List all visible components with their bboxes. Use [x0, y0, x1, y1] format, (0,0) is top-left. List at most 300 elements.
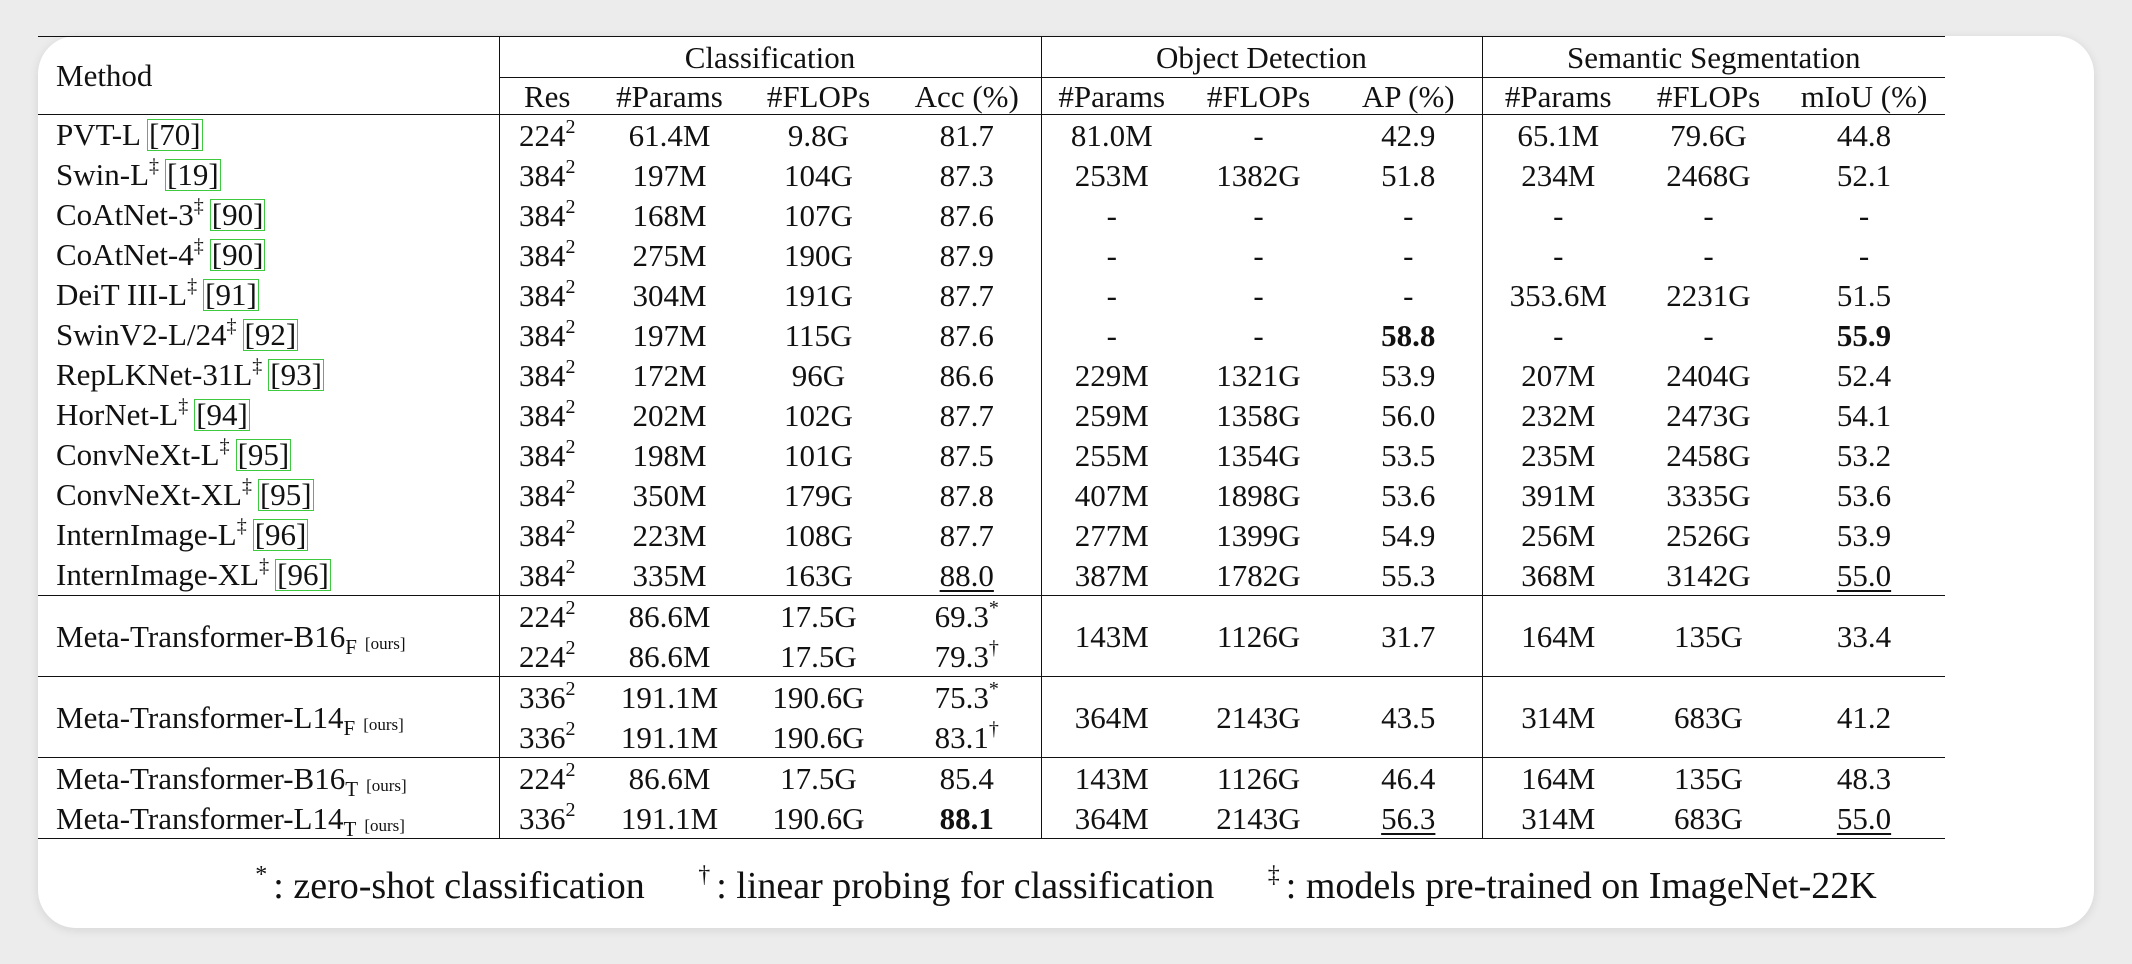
cell-det-flops [1182, 235, 1335, 275]
cell-det-params [1041, 275, 1182, 315]
acc-value: 88.1 [939, 800, 994, 836]
method-mark: ‡ [187, 275, 198, 297]
cell-det-flops [1182, 195, 1335, 235]
cell-det-flops-value: 1126G [1216, 760, 1301, 796]
cell-cls-params [595, 435, 744, 475]
cell-cls-flops [744, 235, 893, 275]
cell-det-params [1041, 758, 1182, 799]
cell-det-params [1041, 155, 1182, 195]
cell-cls-flops-value: 115G [784, 317, 853, 353]
ours-tag: [ours] [363, 714, 404, 734]
method-name: Meta-Transformer-L14 [56, 800, 344, 836]
cell-seg-params [1482, 315, 1634, 355]
cell-ap-value: 31.7 [1381, 618, 1436, 654]
citation-link: [92] [244, 317, 297, 352]
cell-seg-flops-value: 3335G [1666, 477, 1751, 513]
cell-miou-value: 55.9 [1836, 317, 1892, 353]
cell-seg-params [1482, 596, 1634, 677]
cell-ap-value: 53.5 [1381, 437, 1436, 473]
res-base: 384 [519, 197, 566, 233]
acc-value: 87.6 [939, 317, 994, 353]
cell-cls-params-value: 335M [632, 557, 707, 593]
cell-ap [1335, 758, 1482, 799]
cell-cls-params [595, 195, 744, 235]
table-row [38, 235, 1945, 275]
cell-cls-params [595, 636, 744, 677]
method-subscript: F [345, 634, 357, 659]
res-base: 224 [519, 760, 566, 796]
cell-ap-value: 53.6 [1381, 477, 1436, 513]
acc-value: 69.3 [934, 598, 989, 634]
cell-acc [893, 798, 1041, 839]
cell-det-flops-value: 1321G [1216, 357, 1301, 393]
acc-value: 85.4 [939, 760, 994, 796]
cell-det-params-value: - [1106, 277, 1117, 313]
cell-acc [893, 315, 1041, 355]
cell-ap [1335, 115, 1482, 156]
cell-cls-params-value: 86.6M [628, 598, 711, 634]
cell-seg-flops-value: 135G [1674, 760, 1743, 796]
cell-cls-params [595, 475, 744, 515]
method-name: RepLKNet-31L [56, 357, 253, 392]
ours-tag: [ours] [364, 633, 406, 653]
cell-seg-params [1482, 395, 1634, 435]
cell-res [499, 758, 595, 799]
cell-res [499, 435, 595, 475]
cell-seg-flops-value: 2468G [1666, 157, 1751, 193]
cell-cls-flops [744, 275, 893, 315]
method-mark: ‡ [236, 515, 247, 537]
method-name: Meta-Transformer-L14 [56, 699, 344, 735]
cell-miou [1783, 275, 1945, 315]
cell-det-params-value: 277M [1074, 517, 1149, 553]
cell-cls-flops-value: 102G [784, 397, 853, 433]
cell-cls-params [595, 677, 744, 718]
cell-method [38, 275, 499, 315]
cell-miou-value: 44.8 [1836, 117, 1892, 153]
res-exponent: 2 [565, 515, 576, 538]
cell-cls-flops-value: 191G [784, 277, 853, 313]
acc-value: 87.8 [939, 477, 994, 513]
cell-cls-params [595, 515, 744, 555]
cell-det-flops-value: 2143G [1216, 699, 1301, 735]
cell-det-params [1041, 515, 1182, 555]
method-name: DeiT III-L [56, 277, 188, 312]
cell-miou-value: 53.2 [1836, 437, 1892, 473]
cell-det-params-value: 143M [1074, 760, 1149, 796]
cell-det-flops [1182, 315, 1335, 355]
cell-ap [1335, 395, 1482, 435]
cell-det-params-value: 407M [1074, 477, 1149, 513]
res-exponent: 2 [565, 798, 576, 821]
acc-value: 81.7 [939, 117, 994, 153]
cell-cls-flops-value: 190.6G [772, 679, 865, 715]
cell-seg-flops [1634, 435, 1783, 475]
cell-cls-flops [744, 475, 893, 515]
cell-ap [1335, 555, 1482, 596]
cell-acc [893, 195, 1041, 235]
table-row [38, 475, 1945, 515]
cell-det-flops-value: 1382G [1216, 157, 1301, 193]
method-name: CoAtNet-4 [56, 237, 194, 272]
cell-res [499, 115, 595, 156]
cell-seg-params [1482, 115, 1634, 156]
cell-det-params [1041, 555, 1182, 596]
cell-cls-flops [744, 677, 893, 718]
cell-seg-flops-value: 2526G [1666, 517, 1751, 553]
cell-method [38, 195, 499, 235]
cell-cls-params [595, 758, 744, 799]
cell-cls-params [595, 555, 744, 596]
table-row [38, 195, 1945, 235]
method-name: HorNet-L [56, 397, 179, 432]
cell-seg-flops [1634, 677, 1783, 758]
cell-det-flops-value: 1126G [1216, 618, 1301, 654]
cell-seg-flops [1634, 555, 1783, 596]
cell-cls-flops [744, 636, 893, 677]
group-header-semantic-segmentation: Semantic Segmentation [1482, 37, 1945, 78]
res-base: 384 [519, 317, 566, 353]
cell-seg-flops-value: 135G [1674, 618, 1743, 654]
cell-seg-flops [1634, 758, 1783, 799]
cell-seg-flops [1634, 155, 1783, 195]
cell-miou [1783, 115, 1945, 156]
column-header-cls-params: #Params [616, 78, 723, 114]
citation-link: [95] [259, 477, 312, 512]
cell-seg-flops [1634, 596, 1783, 677]
cell-method [38, 515, 499, 555]
acc-value: 87.6 [939, 197, 994, 233]
cell-miou [1783, 235, 1945, 275]
cell-det-params-value: 229M [1074, 357, 1149, 393]
cell-method [38, 315, 499, 355]
cell-seg-flops [1634, 475, 1783, 515]
column-header-det-flops: #FLOPs [1206, 78, 1311, 114]
group-header-classification: Classification [499, 37, 1041, 78]
cell-det-flops [1182, 677, 1335, 758]
cell-det-flops [1182, 355, 1335, 395]
cell-cls-params [595, 155, 744, 195]
cell-det-params-value: 364M [1074, 699, 1149, 735]
cell-res [499, 235, 595, 275]
method-mark: ‡ [226, 315, 237, 337]
res-base: 336 [519, 719, 566, 755]
cell-cls-params-value: 191.1M [620, 800, 719, 836]
cell-miou [1783, 355, 1945, 395]
cell-cls-params-value: 191.1M [620, 679, 719, 715]
cell-seg-params [1482, 798, 1634, 839]
cell-det-params [1041, 115, 1182, 156]
res-base: 384 [519, 437, 566, 473]
res-base: 336 [519, 800, 566, 836]
cell-seg-flops-value: 3142G [1666, 557, 1751, 593]
cell-cls-params-value: 168M [632, 197, 707, 233]
cell-method [38, 475, 499, 515]
cell-miou [1783, 315, 1945, 355]
cell-seg-params [1482, 475, 1634, 515]
res-exponent: 2 [565, 195, 576, 218]
cell-res [499, 798, 595, 839]
cell-cls-flops [744, 115, 893, 156]
cell-cls-params-value: 350M [632, 477, 707, 513]
res-exponent: 2 [565, 636, 576, 659]
legend-symbol: ‡ [1267, 862, 1280, 888]
cell-det-flops [1182, 758, 1335, 799]
cell-ap-value: 56.3 [1381, 800, 1436, 836]
cell-miou-value: 33.4 [1836, 618, 1892, 654]
cell-miou-value: 55.0 [1836, 557, 1892, 593]
cell-det-params-value: 255M [1074, 437, 1149, 473]
acc-mark: * [988, 677, 999, 700]
citation-link: [90] [211, 197, 264, 232]
method-name: Swin-L [56, 157, 149, 192]
cell-miou [1783, 758, 1945, 799]
citation-link: [93] [270, 357, 322, 392]
cell-seg-flops [1634, 515, 1783, 555]
method-mark: ‡ [149, 155, 159, 177]
cell-miou-value: 54.1 [1836, 397, 1892, 433]
cell-det-flops-value: 1399G [1216, 517, 1301, 553]
method-name: ConvNeXt-L [56, 437, 220, 472]
cell-seg-params-value: 353.6M [1509, 277, 1607, 313]
cell-cls-flops-value: 96G [791, 357, 846, 393]
cell-cls-params [595, 355, 744, 395]
column-header-miou: mIoU (%) [1800, 78, 1928, 114]
cell-cls-flops [744, 315, 893, 355]
cell-cls-flops-value: 107G [784, 197, 853, 233]
method-mark: ‡ [241, 475, 252, 497]
cell-det-flops [1182, 275, 1335, 315]
cell-seg-params [1482, 515, 1634, 555]
acc-value: 87.7 [939, 277, 994, 313]
cell-res [499, 677, 595, 718]
acc-value: 87.7 [939, 397, 994, 433]
cell-ap [1335, 596, 1482, 677]
cell-acc [893, 475, 1041, 515]
column-header-seg-flops: #FLOPs [1656, 78, 1761, 114]
cell-det-flops-value: - [1253, 317, 1264, 353]
cell-ap-value: - [1403, 277, 1414, 313]
cell-seg-params-value: 256M [1521, 517, 1596, 553]
cell-seg-params [1482, 758, 1634, 799]
citation-link: [70] [148, 117, 201, 152]
cell-det-params-value: - [1106, 317, 1117, 353]
cell-cls-params-value: 275M [632, 237, 707, 273]
cell-ap-value: 51.8 [1381, 157, 1436, 193]
cell-ap-value: 55.3 [1381, 557, 1436, 593]
cell-cls-params [595, 717, 744, 758]
cell-seg-params-value: - [1553, 317, 1564, 353]
cell-acc [893, 115, 1041, 156]
legend-text: : linear probing for classification [716, 865, 1215, 907]
cell-seg-params-value: - [1553, 237, 1564, 273]
cell-seg-flops [1634, 235, 1783, 275]
cell-miou-value: 48.3 [1836, 760, 1892, 796]
cell-det-flops [1182, 475, 1335, 515]
cell-cls-params [595, 115, 744, 156]
cell-cls-flops [744, 515, 893, 555]
cell-cls-flops-value: 17.5G [780, 638, 857, 674]
cell-seg-flops-value: 79.6G [1670, 117, 1747, 153]
cell-method [38, 435, 499, 475]
cell-cls-flops-value: 17.5G [780, 598, 857, 634]
cell-cls-flops [744, 798, 893, 839]
citation-link: [95] [237, 437, 290, 472]
res-exponent: 2 [565, 275, 576, 298]
cell-cls-flops-value: 17.5G [780, 760, 857, 796]
cell-det-params-value: 143M [1074, 618, 1149, 654]
cell-ap [1335, 435, 1482, 475]
res-exponent: 2 [565, 435, 576, 458]
column-header-cls-flops: #FLOPs [766, 78, 871, 114]
res-exponent: 2 [565, 395, 576, 418]
cell-cls-flops [744, 435, 893, 475]
acc-mark: † [988, 636, 999, 659]
cell-det-flops [1182, 515, 1335, 555]
cell-seg-params-value: 164M [1521, 618, 1596, 654]
citation-link: [91] [205, 277, 257, 312]
results-table [38, 36, 1945, 839]
cell-det-params-value: 364M [1074, 800, 1149, 836]
cell-ap [1335, 315, 1482, 355]
legend-item-linear-probing [698, 864, 1214, 908]
res-base: 224 [519, 598, 566, 634]
cell-ap [1335, 195, 1482, 235]
cell-cls-flops-value: 190G [784, 237, 853, 273]
cell-miou-value: 53.6 [1836, 477, 1892, 513]
table-row [38, 677, 1945, 718]
cell-miou [1783, 677, 1945, 758]
method-mark: ‡ [193, 195, 204, 217]
column-header-seg-params: #Params [1482, 78, 1634, 115]
cell-acc [893, 677, 1041, 718]
cell-det-params [1041, 235, 1182, 275]
res-base: 384 [519, 477, 566, 513]
method-mark: ‡ [219, 435, 230, 457]
ours-tag: [ours] [366, 775, 407, 795]
column-header-method: Method [38, 37, 499, 115]
cell-det-flops [1182, 155, 1335, 195]
cell-miou [1783, 155, 1945, 195]
cell-acc [893, 636, 1041, 677]
acc-value: 87.9 [939, 237, 994, 273]
cell-seg-params-value: 232M [1521, 397, 1596, 433]
cell-miou-value: 52.1 [1836, 157, 1892, 193]
cell-det-flops-value: 1354G [1216, 437, 1301, 473]
group-header-object-detection: Object Detection [1041, 37, 1482, 78]
cell-cls-flops-value: 179G [784, 477, 853, 513]
cell-miou [1783, 475, 1945, 515]
cell-ap-value: 54.9 [1381, 517, 1436, 553]
cell-seg-params [1482, 155, 1634, 195]
cell-seg-flops-value: 2231G [1666, 277, 1751, 313]
cell-det-params [1041, 395, 1182, 435]
cell-method [38, 235, 499, 275]
res-exponent: 2 [565, 315, 576, 338]
ours-tag: [ours] [364, 815, 405, 835]
cell-ap [1335, 515, 1482, 555]
cell-det-params [1041, 596, 1182, 677]
cell-seg-flops [1634, 115, 1783, 156]
method-name: InternImage-L [56, 517, 237, 552]
cell-res [499, 596, 595, 637]
cell-ap [1335, 355, 1482, 395]
cell-res [499, 315, 595, 355]
cell-miou [1783, 798, 1945, 839]
cell-seg-flops-value: 2404G [1666, 357, 1751, 393]
cell-det-flops [1182, 115, 1335, 156]
cell-ap-value: - [1403, 197, 1414, 233]
cell-det-flops-value: - [1253, 117, 1264, 153]
res-exponent: 2 [565, 115, 576, 138]
res-base: 224 [519, 638, 566, 674]
acc-mark: † [988, 717, 999, 740]
method-name: Meta-Transformer-B16 [56, 618, 346, 654]
cell-det-params [1041, 435, 1182, 475]
res-base: 384 [519, 357, 566, 393]
cell-acc [893, 758, 1041, 799]
cell-cls-flops-value: 163G [784, 557, 853, 593]
column-header-acc: Acc (%) [914, 78, 1019, 114]
table-row [38, 315, 1945, 355]
cell-det-flops [1182, 435, 1335, 475]
cell-det-flops-value: - [1253, 237, 1264, 273]
cell-cls-params-value: 172M [632, 357, 707, 393]
res-base: 384 [519, 517, 566, 553]
cell-det-flops-value: 1358G [1216, 397, 1301, 433]
citation-link: [96] [277, 557, 329, 592]
cell-det-params [1041, 475, 1182, 515]
res-exponent: 2 [565, 596, 576, 619]
citation-link: [94] [196, 397, 248, 432]
cell-cls-flops [744, 355, 893, 395]
cell-res [499, 195, 595, 235]
res-base: 224 [519, 117, 566, 153]
legend-text: : zero-shot classification [273, 865, 645, 907]
cell-miou-value: - [1858, 197, 1870, 233]
table-body [38, 37, 1945, 839]
cell-seg-flops-value: - [1703, 317, 1714, 353]
cell-res [499, 717, 595, 758]
cell-seg-params-value: 368M [1521, 557, 1596, 593]
cell-cls-params-value: 223M [632, 517, 707, 553]
cell-miou [1783, 195, 1945, 235]
header-group-row [38, 37, 1945, 78]
res-base: 336 [519, 679, 566, 715]
method-name: CoAtNet-3 [56, 197, 194, 232]
cell-det-flops-value: 1898G [1216, 477, 1301, 513]
cell-det-params-value: 259M [1074, 397, 1149, 433]
cell-method [38, 758, 499, 799]
cell-cls-flops [744, 195, 893, 235]
cell-cls-flops-value: 108G [784, 517, 853, 553]
res-exponent: 2 [565, 758, 576, 781]
cell-ap [1335, 475, 1482, 515]
cell-seg-flops [1634, 395, 1783, 435]
cell-seg-flops-value: - [1703, 237, 1714, 273]
cell-miou [1783, 435, 1945, 475]
cell-acc [893, 515, 1041, 555]
cell-method [38, 355, 499, 395]
cell-seg-flops-value: 2458G [1666, 437, 1751, 473]
cell-method [38, 798, 499, 839]
res-exponent: 2 [565, 717, 576, 740]
res-base: 384 [519, 237, 566, 273]
cell-miou [1783, 395, 1945, 435]
cell-acc [893, 717, 1041, 758]
cell-ap [1335, 155, 1482, 195]
method-name: InternImage-XL [56, 557, 260, 592]
